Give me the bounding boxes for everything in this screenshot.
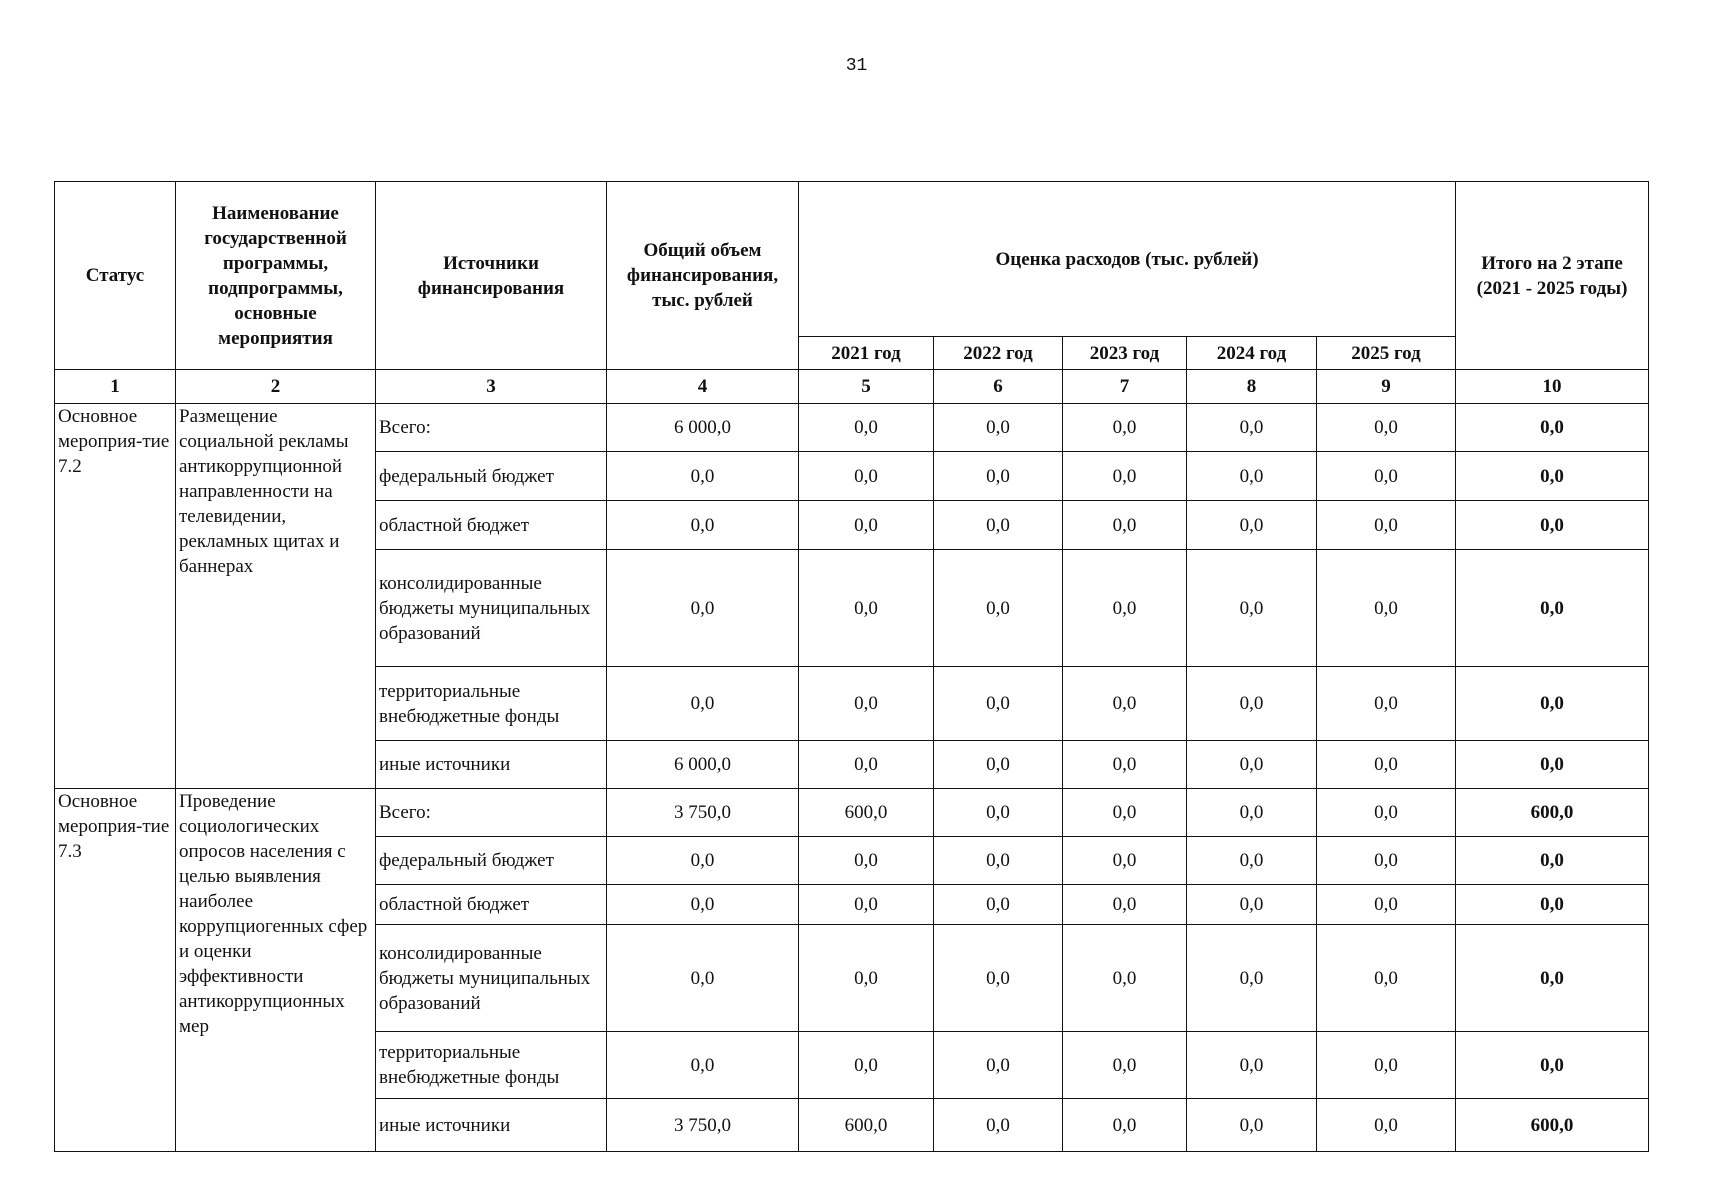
stage-total-cell: 0,0 [1456,501,1649,550]
total-volume-cell: 0,0 [607,1032,799,1099]
column-number: 10 [1456,370,1649,404]
year-value-cell: 0,0 [1187,925,1317,1032]
year-value-cell: 0,0 [1187,550,1317,667]
total-volume-cell: 0,0 [607,667,799,741]
source-cell: Всего: [376,404,607,452]
year-value-cell: 0,0 [1317,667,1456,741]
column-number: 5 [799,370,934,404]
year-value-cell: 0,0 [1187,1099,1317,1152]
year-value-cell: 0,0 [1063,667,1187,741]
column-number: 4 [607,370,799,404]
year-value-cell: 0,0 [1317,885,1456,925]
column-number: 1 [55,370,176,404]
year-value-cell: 0,0 [799,452,934,501]
year-value-cell: 0,0 [1187,667,1317,741]
header-stage-total: Итого на 2 этапе (2021 - 2025 годы) [1456,182,1649,370]
year-value-cell: 600,0 [799,1099,934,1152]
year-value-cell: 0,0 [934,501,1063,550]
header-sources: Источники финансирования [376,182,607,370]
table-row [55,789,1649,837]
column-number: 9 [1317,370,1456,404]
year-value-cell: 0,0 [1063,550,1187,667]
year-value-cell: 0,0 [1187,404,1317,452]
year-value-cell: 0,0 [1063,1099,1187,1152]
stage-total-cell: 0,0 [1456,1032,1649,1099]
source-cell: федеральный бюджет [376,837,607,885]
source-cell: территориальные внебюджетные фонды [376,1032,607,1099]
header-year: 2025 год [1317,337,1456,370]
year-value-cell: 0,0 [934,925,1063,1032]
year-value-cell: 0,0 [934,885,1063,925]
year-value-cell: 0,0 [934,404,1063,452]
year-value-cell: 0,0 [934,1099,1063,1152]
year-value-cell: 0,0 [1063,452,1187,501]
year-value-cell: 0,0 [1187,789,1317,837]
total-volume-cell: 0,0 [607,550,799,667]
year-value-cell: 0,0 [1187,741,1317,789]
stage-total-cell: 0,0 [1456,925,1649,1032]
year-value-cell: 0,0 [934,789,1063,837]
year-value-cell: 0,0 [934,837,1063,885]
year-value-cell: 0,0 [1317,1099,1456,1152]
total-volume-cell: 0,0 [607,452,799,501]
stage-total-cell: 0,0 [1456,741,1649,789]
year-value-cell: 0,0 [1063,1032,1187,1099]
year-value-cell: 0,0 [934,741,1063,789]
source-cell: консолидированные бюджеты муниципальных образований [376,550,607,667]
total-volume-cell: 3 750,0 [607,789,799,837]
stage-total-cell: 600,0 [1456,1099,1649,1152]
stage-total-cell: 0,0 [1456,404,1649,452]
source-cell: территориальные внебюджетные фонды [376,667,607,741]
header-total-volume: Общий объем финансирования, тыс. рублей [607,182,799,370]
header-status: Статус [55,182,176,370]
stage-total-cell: 600,0 [1456,789,1649,837]
year-value-cell: 0,0 [1317,404,1456,452]
year-value-cell: 0,0 [1063,837,1187,885]
year-value-cell: 600,0 [799,789,934,837]
total-volume-cell: 0,0 [607,885,799,925]
stage-total-cell: 0,0 [1456,885,1649,925]
year-value-cell: 0,0 [1187,885,1317,925]
year-value-cell: 0,0 [1317,925,1456,1032]
year-value-cell: 0,0 [1317,1032,1456,1099]
status-cell: Основное мероприя-тие 7.3 [55,789,176,1152]
year-value-cell: 0,0 [799,667,934,741]
year-value-cell: 0,0 [1317,501,1456,550]
stage-total-cell: 0,0 [1456,550,1649,667]
source-cell: Всего: [376,789,607,837]
year-value-cell: 0,0 [1317,550,1456,667]
column-number: 7 [1063,370,1187,404]
year-value-cell: 0,0 [1317,789,1456,837]
year-value-cell: 0,0 [799,885,934,925]
column-number: 3 [376,370,607,404]
source-cell: иные источники [376,741,607,789]
header-year: 2023 год [1063,337,1187,370]
year-value-cell: 0,0 [934,667,1063,741]
year-value-cell: 0,0 [1317,837,1456,885]
column-number: 6 [934,370,1063,404]
year-value-cell: 0,0 [1187,837,1317,885]
year-value-cell: 0,0 [799,404,934,452]
year-value-cell: 0,0 [1063,789,1187,837]
year-value-cell: 0,0 [799,837,934,885]
header-year: 2021 год [799,337,934,370]
year-value-cell: 0,0 [934,1032,1063,1099]
year-value-cell: 0,0 [1063,404,1187,452]
year-value-cell: 0,0 [799,550,934,667]
source-cell: областной бюджет [376,501,607,550]
source-cell: консолидированные бюджеты муниципальных образований [376,925,607,1032]
total-volume-cell: 6 000,0 [607,404,799,452]
header-year: 2022 год [934,337,1063,370]
column-number: 8 [1187,370,1317,404]
page-number: 31 [845,56,868,76]
header-row-main [55,182,1649,337]
table-row [55,404,1649,452]
program-name-cell: Проведение социологических опросов населения с целью выявления наиболее коррупциогенных сфер и оценки эффективности антикоррупционных мер [176,789,376,1152]
status-cell: Основное мероприя-тие 7.2 [55,404,176,789]
year-value-cell: 0,0 [1063,885,1187,925]
header-year: 2024 год [1187,337,1317,370]
year-value-cell: 0,0 [934,452,1063,501]
header-program-name: Наименование государственной программы, подпрограммы, основные мероприятия [176,182,376,370]
header-estimate: Оценка расходов (тыс. рублей) [799,182,1456,337]
program-name-cell: Размещение социальной рекламы антикоррупционной направленности на телевидении, рекламных щитах и баннерах [176,404,376,789]
year-value-cell: 0,0 [1187,501,1317,550]
total-volume-cell: 0,0 [607,837,799,885]
year-value-cell: 0,0 [799,1032,934,1099]
source-cell: областной бюджет [376,885,607,925]
source-cell: иные источники [376,1099,607,1152]
stage-total-cell: 0,0 [1456,667,1649,741]
year-value-cell: 0,0 [799,501,934,550]
total-volume-cell: 0,0 [607,501,799,550]
total-volume-cell: 3 750,0 [607,1099,799,1152]
year-value-cell: 0,0 [1063,501,1187,550]
source-cell: федеральный бюджет [376,452,607,501]
financing-table [54,181,1649,1152]
year-value-cell: 0,0 [1187,452,1317,501]
column-number: 2 [176,370,376,404]
year-value-cell: 0,0 [1187,1032,1317,1099]
total-volume-cell: 6 000,0 [607,741,799,789]
stage-total-cell: 0,0 [1456,837,1649,885]
year-value-cell: 0,0 [1063,741,1187,789]
year-value-cell: 0,0 [1063,925,1187,1032]
column-number-row [55,370,1649,404]
year-value-cell: 0,0 [1317,741,1456,789]
stage-total-cell: 0,0 [1456,452,1649,501]
total-volume-cell: 0,0 [607,925,799,1032]
year-value-cell: 0,0 [934,550,1063,667]
year-value-cell: 0,0 [799,925,934,1032]
year-value-cell: 0,0 [799,741,934,789]
year-value-cell: 0,0 [1317,452,1456,501]
